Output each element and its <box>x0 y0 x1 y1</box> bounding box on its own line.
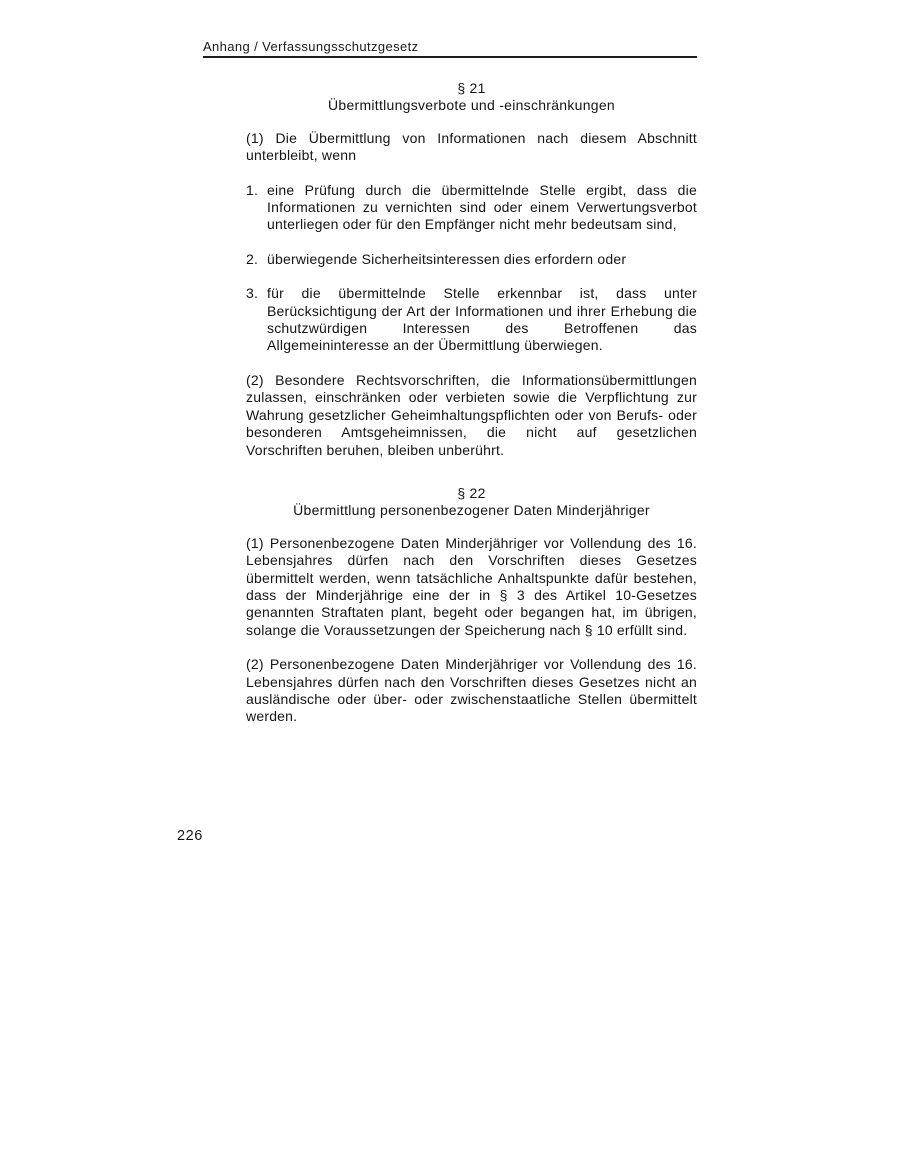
list-text-2: überwiegende Sicherheitsinteressen dies erfordern oder <box>267 250 627 267</box>
list-text-3: für die übermittelnde Stelle erkennbar ist, dass unter Berücksichtigung der Art der Informationen und ihrer Erhebung die schutzwürdigen Interessen des Betroffenen das Allgemeininteresse an der Übermittlung überwiegen. <box>267 285 697 354</box>
paragraph-22-2: (2) Personenbezogene Daten Minderjähriger vor Vollendung des 16. Lebensjahres dürfen nach den Vorschriften dieses Gesetzes nicht an ausländische oder über- oder zwischenstaatliche Stellen übermittelt werden. <box>246 656 697 725</box>
page-number: 226 <box>177 828 203 844</box>
list-item-1 <box>246 182 697 234</box>
section-21-number: § 21 <box>457 80 486 96</box>
section-22-number: § 22 <box>457 484 486 501</box>
paragraph-22-1: (1) Personenbezogene Daten Minderjähriger vor Vollendung des 16. Lebensjahres dürfen nach den Vorschriften dieses Gesetzes übermittelt werden, wenn tatsächliche Anhaltspunkte dafür bestehen, dass der Minderjährige eine der in § 3 des Artikel 10-Gesetzes genannten Straftaten plant, begeht oder begangen hat, im übrigen, solange die Voraussetzungen der Speicherung nach § 10 erfüllt sind. <box>246 534 697 638</box>
paragraph-21-1: (1) Die Übermittlung von Informationen nach diesem Abschnitt unterbleibt, wenn <box>246 129 697 164</box>
list-text-1: eine Prüfung durch die übermittelnde Stelle ergibt, dass die Informationen zu vernichten sind oder einem Verwertungsverbot unterliegen oder für den Empfänger nicht mehr bedeutsam sind, <box>267 181 697 233</box>
list-marker-2: 2. <box>246 250 259 267</box>
list-marker-3: 3. <box>246 285 259 302</box>
section-21-title: Übermittlungsverbote und -einschränkungen <box>328 97 615 114</box>
header-rule <box>203 56 697 58</box>
text-block <box>246 80 697 743</box>
section-22-title: Übermittlung personenbezogener Daten Minderjähriger <box>293 502 650 519</box>
list-marker-1: 1. <box>246 181 259 198</box>
paragraph-21-2: (2) Besondere Rechtsvorschriften, die Informationsübermittlungen zulassen, einschränken oder verbieten sowie die Verpflichtung zur Wahrung gesetzlicher Geheimhaltungspflichten oder von Berufs- oder besonderen Amtsgeheimnissen, die nicht auf gesetzlichen Vorschriften beruhen, bleiben unberührt. <box>246 371 697 458</box>
list-item-3 <box>246 285 697 355</box>
list-item-2 <box>246 251 697 268</box>
running-header: Anhang / Verfassungsschutzgesetz <box>203 39 419 54</box>
